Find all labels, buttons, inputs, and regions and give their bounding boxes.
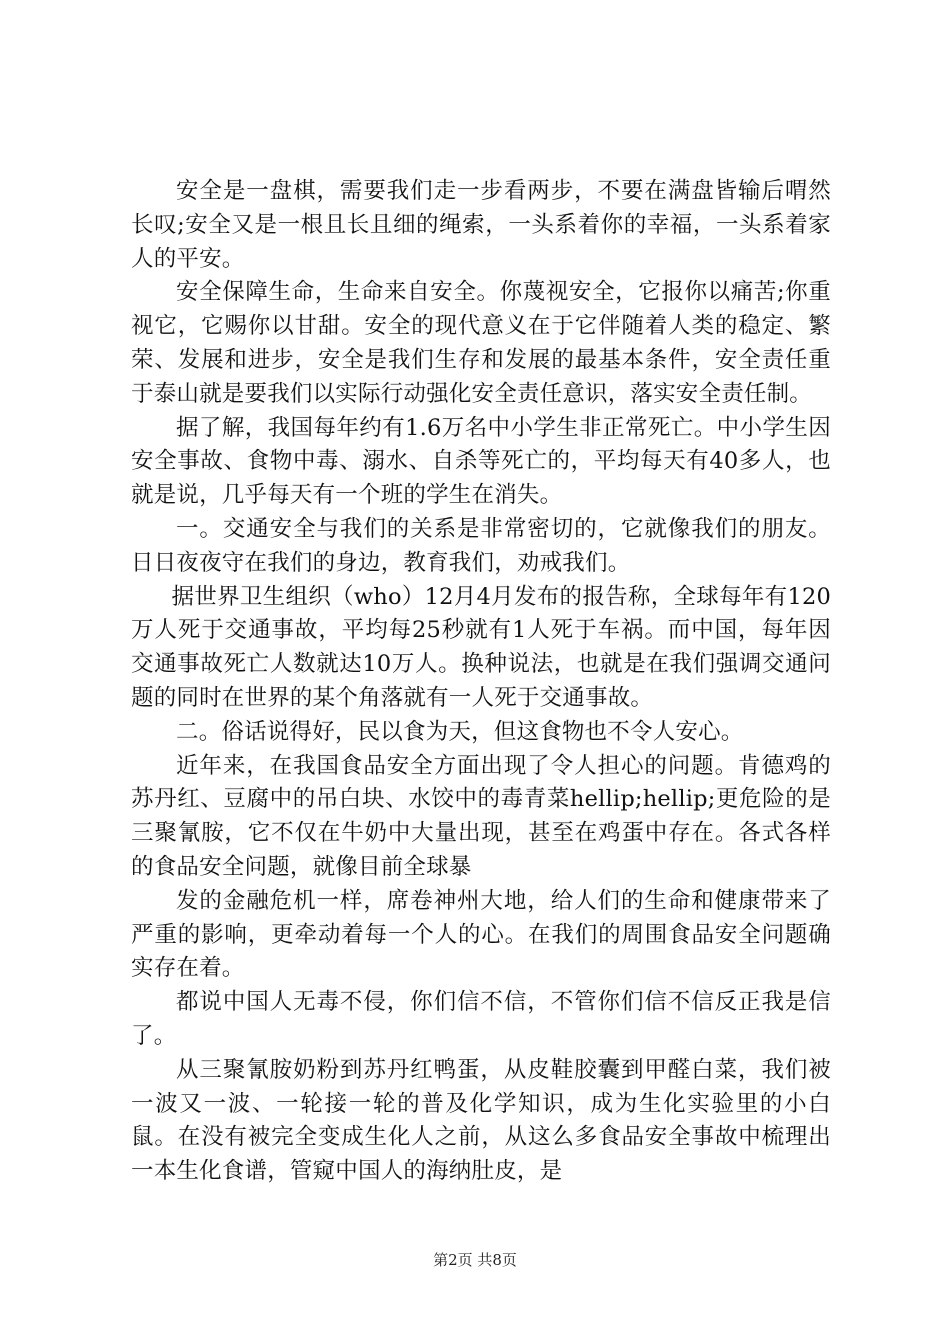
page-number-footer: 第2页 共8页: [433, 1251, 517, 1269]
paragraph: 安全是一盘棋，需要我们走一步看两步，不要在满盘皆输后喟然长叹;安全又是一根且长且细的绳索，一头系着你的幸福，一头系着家人的平安。: [131, 178, 831, 272]
paragraph: 安全保障生命，生命来自安全。你蔑视安全，它报你以痛苦;你重视它，它赐你以甘甜。安全的现代意义在于它伴随着人类的稳定、繁荣、发展和进步，安全是我们生存和发展的最基本条件，安全责任重于泰山就是要我们以实际行动强化安全责任意识，落实安全责任制。: [131, 279, 831, 407]
paragraph: 据了解，我国每年约有1.6万名中小学生非正常死亡。中小学生因安全事故、食物中毒、溺水、自杀等死亡的，平均每天有40多人，也就是说，几乎每天有一个班的学生在消失。: [131, 414, 831, 509]
paragraph: 据世界卫生组织（who）12月4月发布的报告称，全球每年有120万人死于交通事故，平均每25秒就有1人死于车祸。而中国，每年因交通事故死亡人数就达10万人。换种说法，也就是在我们强调交通问题的同时在世界的某个角落就有一人死于交通事故。: [131, 583, 831, 711]
paragraph: 一。交通安全与我们的关系是非常密切的，它就像我们的朋友。日日夜夜守在我们的身边，教育我们，劝戒我们。: [131, 515, 831, 576]
paragraph: 二。俗话说得好，民以食为天，但这食物也不令人安心。: [176, 718, 744, 745]
document-body: [131, 175, 831, 1189]
paragraph: 发的金融危机一样，席卷神州大地，给人们的生命和健康带来了严重的影响，更牵动着每一个人的心。在我们的周围食品安全问题确实存在着。: [131, 887, 831, 982]
paragraph: 从三聚氰胺奶粉到苏丹红鸭蛋，从皮鞋胶囊到甲醛白菜，我们被一波又一波、一轮接一轮的普及化学知识，成为生化实验里的小白鼠。在没有被完全变成生化人之前，从这么多食品安全事故中梳理出一本生化食谱，管窥中国人的海纳肚皮，是: [131, 1056, 831, 1185]
paragraph: 近年来，在我国食品安全方面出现了令人担心的问题。肯德鸡的苏丹红、豆腐中的吊白块、水饺中的毒青菜hellip;hellip;更危险的是三聚氰胺，它不仅在牛奶中大量出现，甚至在鸡蛋中存在。各式各样的食品安全问题，就像目前全球暴: [131, 752, 831, 880]
paragraph: 都说中国人无毒不侵，你们信不信，不管你们信不信反正我是信了。: [131, 989, 831, 1049]
